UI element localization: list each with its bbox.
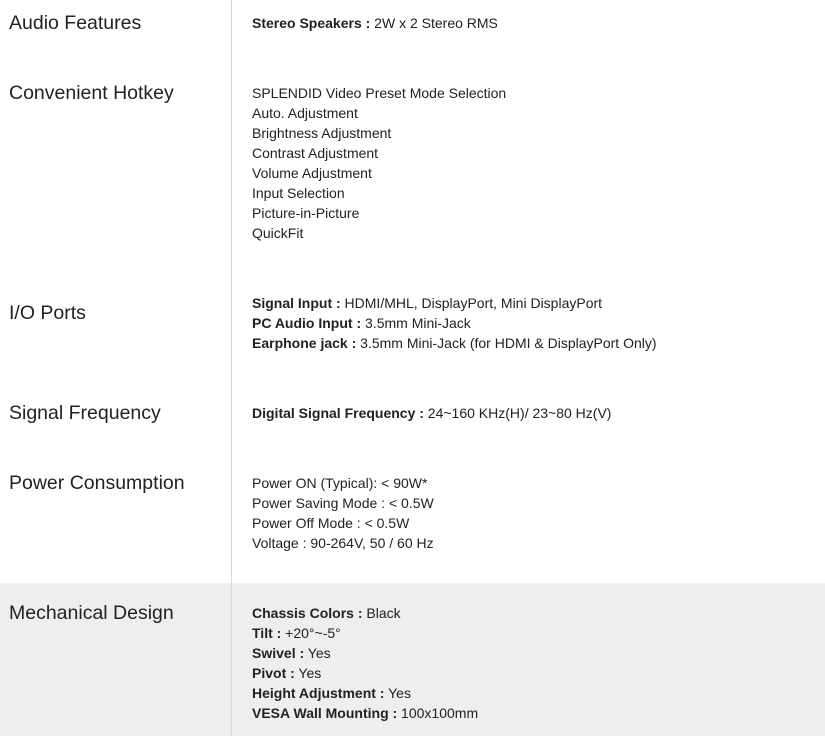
- spec-value: Yes: [294, 665, 322, 681]
- spec-row-mechanical-design: [0, 583, 825, 736]
- spec-value: 3.5mm Mini-Jack: [361, 315, 471, 331]
- spec-values: [252, 13, 498, 33]
- spec-line: Volume Adjustment: [252, 165, 372, 181]
- spec-line: Power Off Mode : < 0.5W: [252, 515, 410, 531]
- spec-key: Signal Input :: [252, 295, 341, 311]
- spec-values: [252, 83, 506, 243]
- spec-row-power-consumption: [0, 470, 825, 583]
- column-divider: [231, 0, 232, 736]
- spec-line: [252, 683, 478, 703]
- spec-value: 100x100mm: [397, 705, 479, 721]
- spec-key: Digital Signal Frequency :: [252, 405, 424, 421]
- spec-line: [252, 13, 498, 33]
- spec-line: Auto. Adjustment: [252, 105, 358, 121]
- spec-label: Convenient Hotkey: [9, 82, 174, 104]
- spec-row-io-ports: [0, 290, 825, 400]
- spec-line: Picture-in-Picture: [252, 205, 360, 221]
- spec-key: Tilt :: [252, 625, 282, 641]
- spec-line: [252, 603, 478, 623]
- spec-value: Yes: [384, 685, 411, 701]
- spec-line: [252, 703, 478, 723]
- spec-line: Voltage : 90-264V, 50 / 60 Hz: [252, 535, 434, 551]
- spec-value: Black: [362, 605, 401, 621]
- spec-line: QuickFit: [252, 225, 304, 241]
- spec-key: PC Audio Input :: [252, 315, 362, 331]
- spec-line: Brightness Adjustment: [252, 125, 392, 141]
- spec-values: [252, 293, 657, 353]
- spec-line: Contrast Adjustment: [252, 145, 379, 161]
- spec-key: Chassis Colors :: [252, 605, 363, 621]
- spec-value: 3.5mm Mini-Jack (for HDMI & DisplayPort Only): [356, 335, 657, 351]
- spec-line: SPLENDID Video Preset Mode Selection: [252, 85, 507, 101]
- spec-line: Power Saving Mode : < 0.5W: [252, 495, 434, 511]
- spec-line: [252, 643, 478, 663]
- spec-key: VESA Wall Mounting :: [252, 705, 398, 721]
- spec-label: Audio Features: [9, 12, 142, 34]
- spec-values: [252, 603, 478, 723]
- spec-values: [252, 403, 611, 423]
- spec-label: Power Consumption: [9, 472, 185, 494]
- spec-value: 2W x 2 Stereo RMS: [370, 15, 498, 31]
- spec-key: Height Adjustment :: [252, 685, 385, 701]
- spec-line: [252, 313, 657, 333]
- spec-key: Swivel :: [252, 645, 305, 661]
- spec-key: Earphone jack :: [252, 335, 357, 351]
- spec-key: Stereo Speakers :: [252, 15, 371, 31]
- spec-line: [252, 403, 611, 423]
- spec-line: [252, 293, 657, 313]
- spec-row-convenient-hotkey: [0, 70, 825, 290]
- spec-label: Mechanical Design: [9, 602, 174, 624]
- spec-value: Yes: [304, 645, 331, 661]
- spec-value: 24~160 KHz(H)/ 23~80 Hz(V): [423, 405, 612, 421]
- spec-values: [252, 473, 434, 553]
- spec-label: I/O Ports: [9, 302, 86, 324]
- spec-line: [252, 663, 478, 683]
- spec-row-signal-frequency: [0, 400, 825, 470]
- spec-line: [252, 623, 478, 643]
- spec-value: +20°~-5°: [281, 625, 341, 641]
- spec-line: Power ON (Typical): < 90W*: [252, 475, 428, 491]
- spec-row-audio-features: [0, 0, 825, 70]
- spec-key: Pivot :: [252, 665, 295, 681]
- spec-value: HDMI/MHL, DisplayPort, Mini DisplayPort: [340, 295, 603, 311]
- spec-line: Input Selection: [252, 185, 345, 201]
- spec-line: [252, 333, 657, 353]
- spec-label: Signal Frequency: [9, 402, 161, 424]
